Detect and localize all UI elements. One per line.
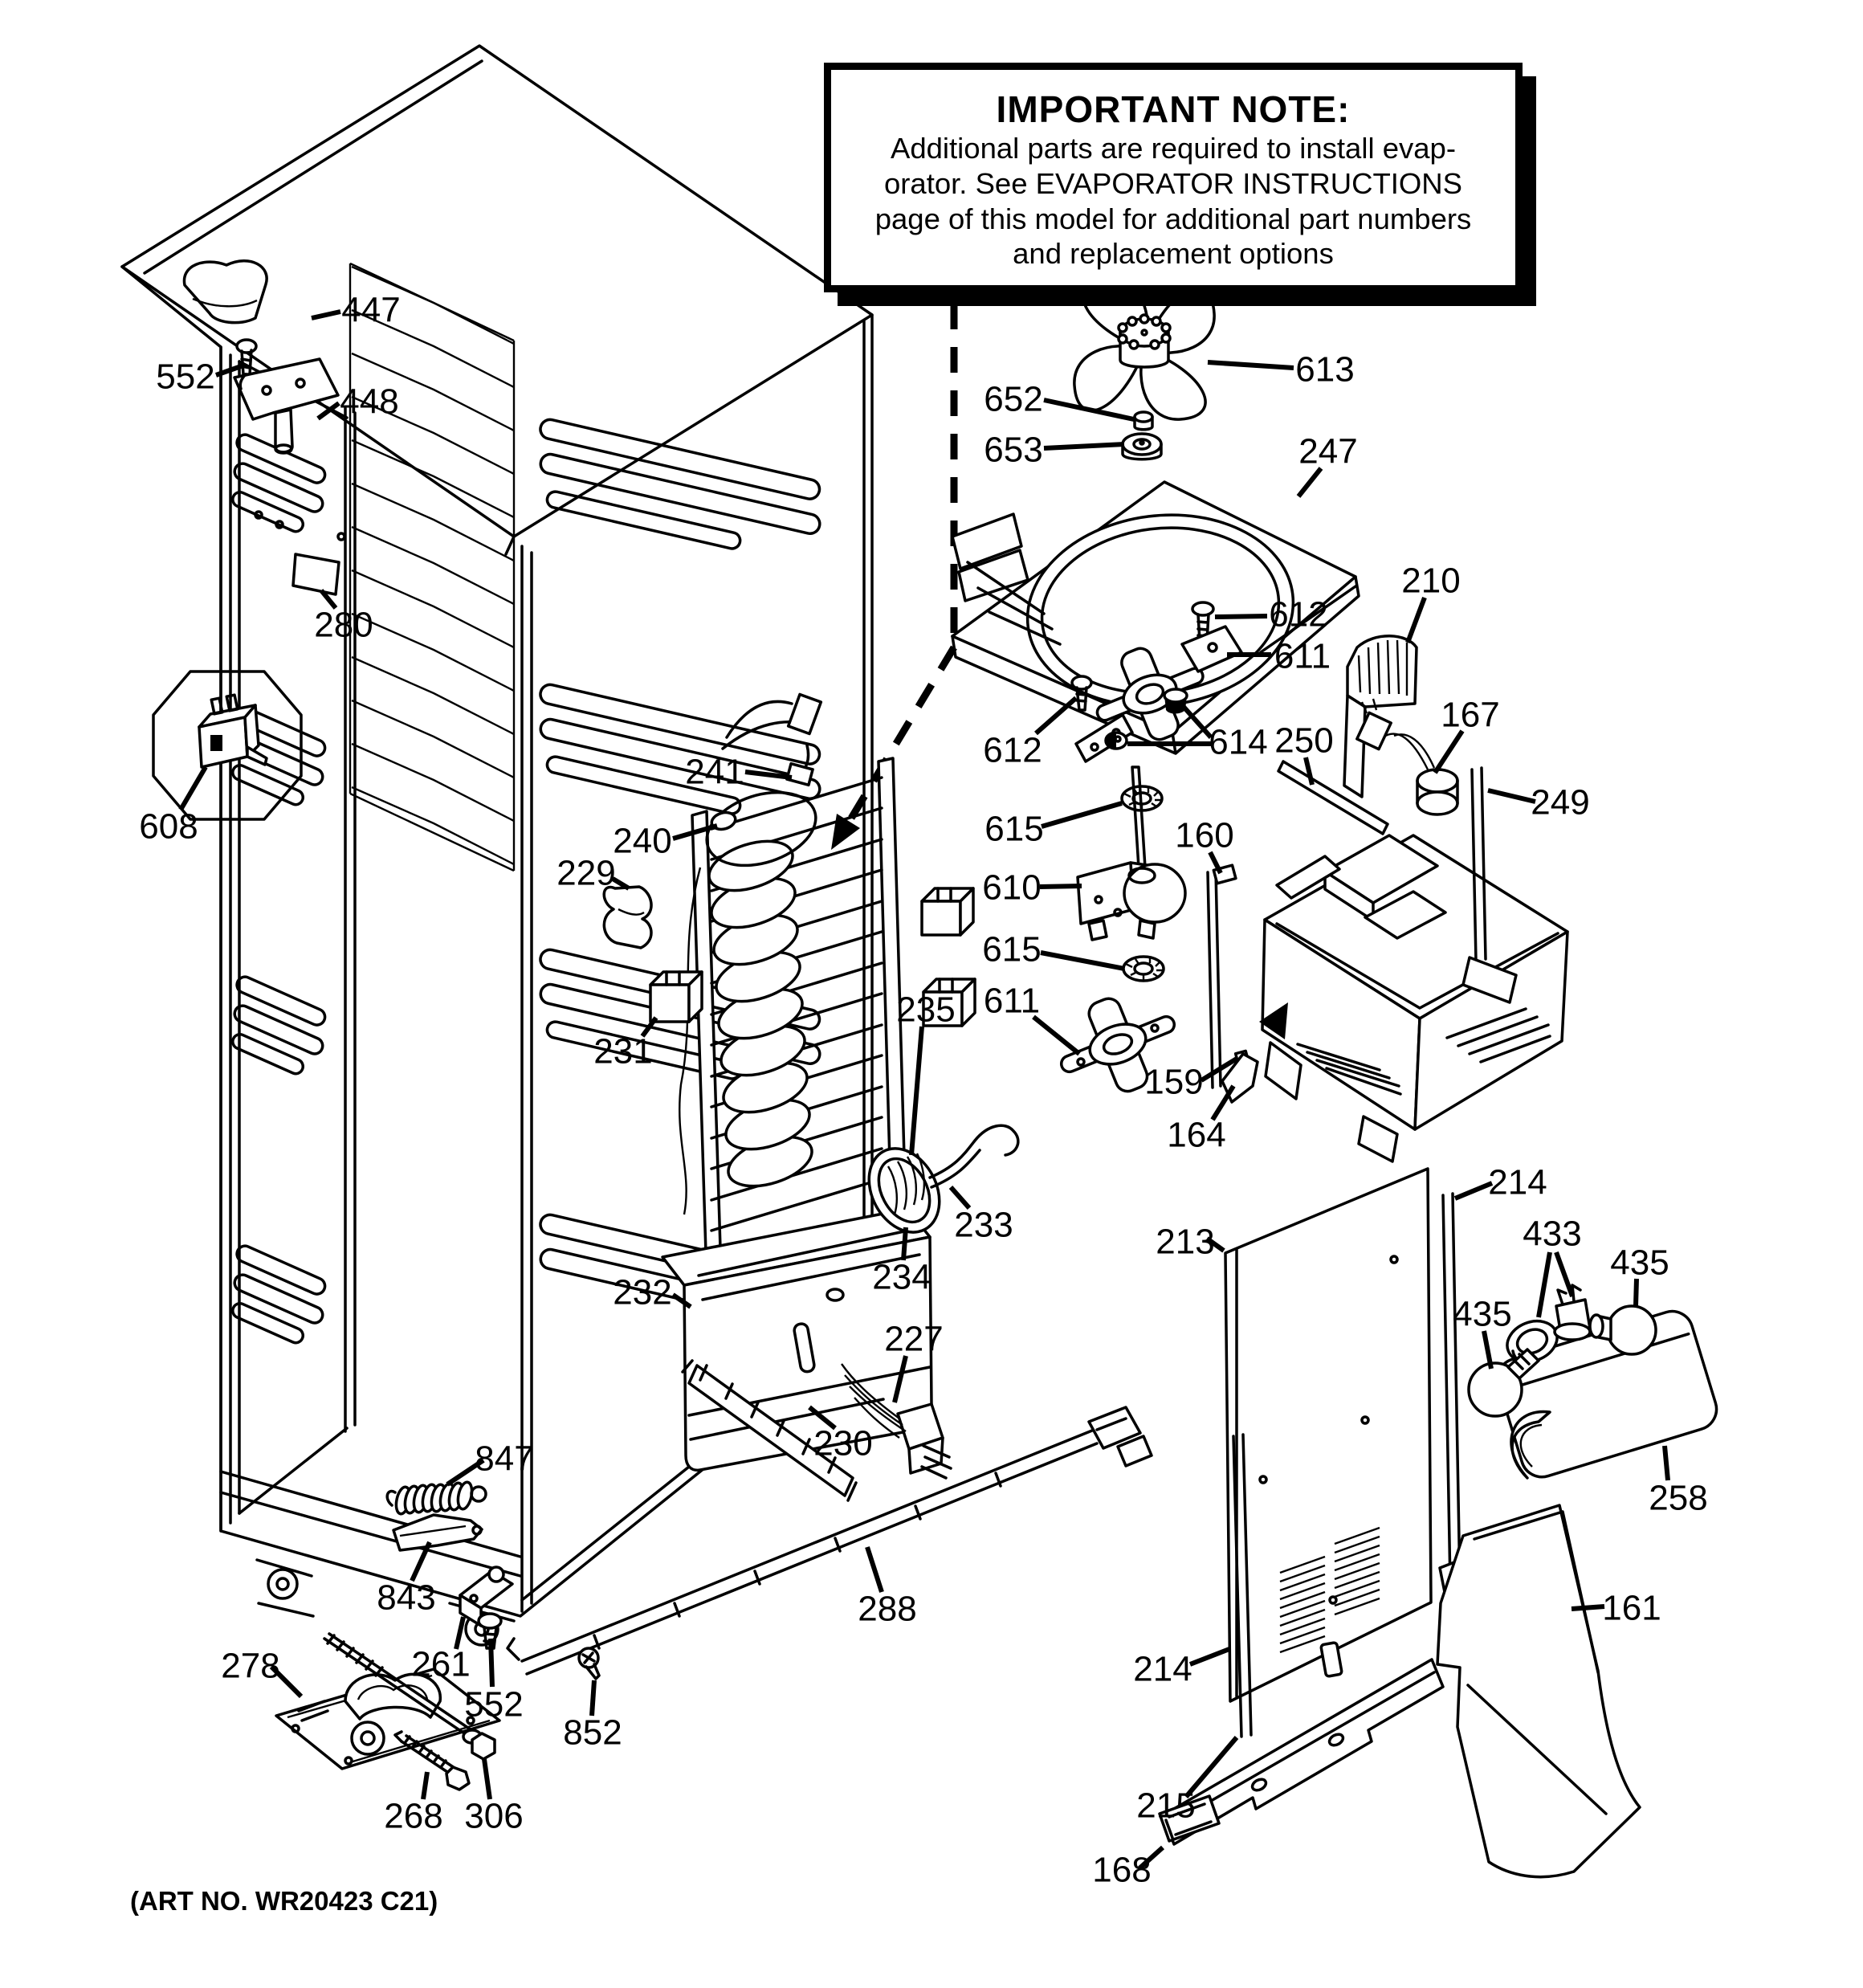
important-note-box bbox=[824, 63, 1523, 292]
leader-line-613 bbox=[1208, 362, 1294, 368]
leader-line-214 bbox=[1455, 1183, 1492, 1198]
leader-line-167 bbox=[1435, 731, 1462, 773]
leader-line-608 bbox=[181, 767, 206, 810]
clip-a bbox=[922, 888, 973, 935]
part-label-612-20: 612 bbox=[1269, 594, 1328, 635]
leader-line-258 bbox=[1665, 1446, 1668, 1480]
leader-line-610 bbox=[1040, 886, 1082, 887]
leader-line-615 bbox=[1042, 803, 1122, 827]
part-label-447-0: 447 bbox=[341, 290, 401, 330]
part-label-232-9: 232 bbox=[613, 1272, 672, 1312]
drain-tube-233 bbox=[930, 1125, 1018, 1187]
part-label-258-40: 258 bbox=[1649, 1478, 1708, 1518]
part-label-261-47: 261 bbox=[411, 1644, 471, 1684]
part-label-552-48: 552 bbox=[464, 1684, 524, 1725]
art-number: (ART NO. WR20423 C21) bbox=[130, 1886, 438, 1916]
part-label-652-17: 652 bbox=[984, 379, 1043, 419]
screw-552-top bbox=[237, 340, 256, 353]
leader-line-552 bbox=[491, 1639, 492, 1687]
fan-nut-652 bbox=[1135, 412, 1152, 430]
part-label-227-14: 227 bbox=[884, 1319, 944, 1359]
part-label-448-2: 448 bbox=[340, 382, 399, 422]
label-sticker-280 bbox=[293, 554, 339, 594]
part-label-214-42: 214 bbox=[1133, 1649, 1192, 1689]
washer-615-lower bbox=[1123, 957, 1164, 981]
icemaker-assembly bbox=[1208, 699, 1567, 1161]
part-label-278-50: 278 bbox=[221, 1646, 280, 1686]
leader-line-435 bbox=[1636, 1279, 1637, 1306]
part-label-159-33: 159 bbox=[1144, 1062, 1204, 1102]
leader-line-210 bbox=[1408, 598, 1425, 643]
part-label-268-51: 268 bbox=[384, 1796, 443, 1836]
fan-grommet-653 bbox=[1123, 434, 1161, 459]
part-label-230-13: 230 bbox=[813, 1423, 873, 1463]
shield-strip-250 bbox=[1278, 761, 1388, 834]
part-label-615-30: 615 bbox=[982, 929, 1042, 970]
leader-line-235 bbox=[911, 1027, 922, 1155]
part-label-215-43: 215 bbox=[1136, 1786, 1196, 1826]
part-label-164-34: 164 bbox=[1167, 1115, 1226, 1155]
leader-line-249 bbox=[1488, 790, 1535, 802]
fan-blade-613 bbox=[1074, 280, 1214, 419]
part-label-213-35: 213 bbox=[1156, 1222, 1215, 1262]
part-label-210-25: 210 bbox=[1401, 561, 1461, 601]
part-label-214-36: 214 bbox=[1488, 1162, 1547, 1202]
rail-214-right bbox=[1443, 1194, 1460, 1586]
screw-852 bbox=[579, 1648, 599, 1679]
part-label-235-10: 235 bbox=[896, 990, 956, 1030]
leader-line-611 bbox=[1033, 1017, 1079, 1054]
part-label-433-37: 433 bbox=[1523, 1214, 1582, 1254]
leader-line-234 bbox=[903, 1227, 906, 1260]
note-line: page of this model for additional part numbers bbox=[874, 202, 1472, 235]
part-label-435-39: 435 bbox=[1610, 1243, 1669, 1283]
part-label-608-4: 608 bbox=[139, 806, 198, 847]
part-label-615-28: 615 bbox=[984, 809, 1044, 849]
part-label-250-24: 250 bbox=[1274, 720, 1334, 761]
part-label-611-21: 611 bbox=[1274, 636, 1331, 676]
part-label-610-29: 610 bbox=[982, 867, 1042, 908]
part-label-552-1: 552 bbox=[156, 357, 215, 397]
part-label-614-23: 614 bbox=[1209, 722, 1268, 762]
part-label-612-22: 612 bbox=[983, 730, 1042, 770]
leader-line-612 bbox=[1215, 616, 1267, 617]
leader-line-433 bbox=[1539, 1252, 1550, 1317]
leader-line-161 bbox=[1572, 1606, 1604, 1609]
part-label-167-26: 167 bbox=[1441, 695, 1500, 735]
part-label-611-31: 611 bbox=[983, 981, 1041, 1021]
note-line: Additional parts are required to install evap- bbox=[890, 132, 1457, 165]
part-label-240-6: 240 bbox=[613, 821, 672, 861]
leader-line-852 bbox=[592, 1680, 594, 1716]
part-label-241-5: 241 bbox=[685, 752, 744, 792]
part-label-847-45: 847 bbox=[475, 1439, 534, 1479]
leader-line-288 bbox=[867, 1547, 882, 1592]
part-label-280-3: 280 bbox=[314, 605, 373, 645]
part-label-435-38: 435 bbox=[1453, 1294, 1512, 1334]
part-label-161-41: 161 bbox=[1602, 1588, 1661, 1628]
part-label-613-16: 613 bbox=[1295, 349, 1355, 390]
part-label-653-18: 653 bbox=[984, 430, 1043, 470]
part-label-288-15: 288 bbox=[858, 1589, 917, 1629]
leader-line-214 bbox=[1190, 1649, 1229, 1664]
part-label-843-46: 843 bbox=[377, 1578, 436, 1618]
part-label-234-12: 234 bbox=[872, 1257, 932, 1297]
part-label-229-7: 229 bbox=[556, 853, 616, 893]
note-line: and replacement options bbox=[1013, 237, 1334, 271]
part-label-249-27: 249 bbox=[1531, 782, 1590, 823]
clip-231 bbox=[650, 972, 702, 1022]
note-line: orator. See EVAPORATOR INSTRUCTIONS bbox=[883, 166, 1463, 200]
leader-line-612 bbox=[1036, 698, 1076, 733]
part-label-306-52: 306 bbox=[464, 1796, 524, 1836]
duct-cover-161 bbox=[1437, 1505, 1640, 1877]
part-label-247-19: 247 bbox=[1298, 431, 1358, 471]
side-rail-left bbox=[1208, 871, 1221, 1088]
part-label-160-32: 160 bbox=[1175, 815, 1234, 855]
leader-line-268 bbox=[423, 1772, 427, 1799]
part-label-168-44: 168 bbox=[1092, 1850, 1152, 1890]
leader-line-653 bbox=[1044, 444, 1124, 448]
leader-line-306 bbox=[484, 1759, 490, 1799]
washer-614 bbox=[1106, 733, 1127, 749]
part-label-231-8: 231 bbox=[593, 1031, 653, 1072]
part-label-233-11: 233 bbox=[954, 1205, 1013, 1245]
leader-line-247 bbox=[1298, 468, 1321, 496]
back-panel-213 bbox=[1225, 1169, 1431, 1701]
clip-229 bbox=[604, 887, 651, 948]
part-label-852-49: 852 bbox=[563, 1712, 622, 1753]
grille-210 bbox=[1344, 636, 1417, 797]
leader-line-615 bbox=[1041, 953, 1124, 969]
note-title: IMPORTANT NOTE: bbox=[996, 88, 1351, 130]
